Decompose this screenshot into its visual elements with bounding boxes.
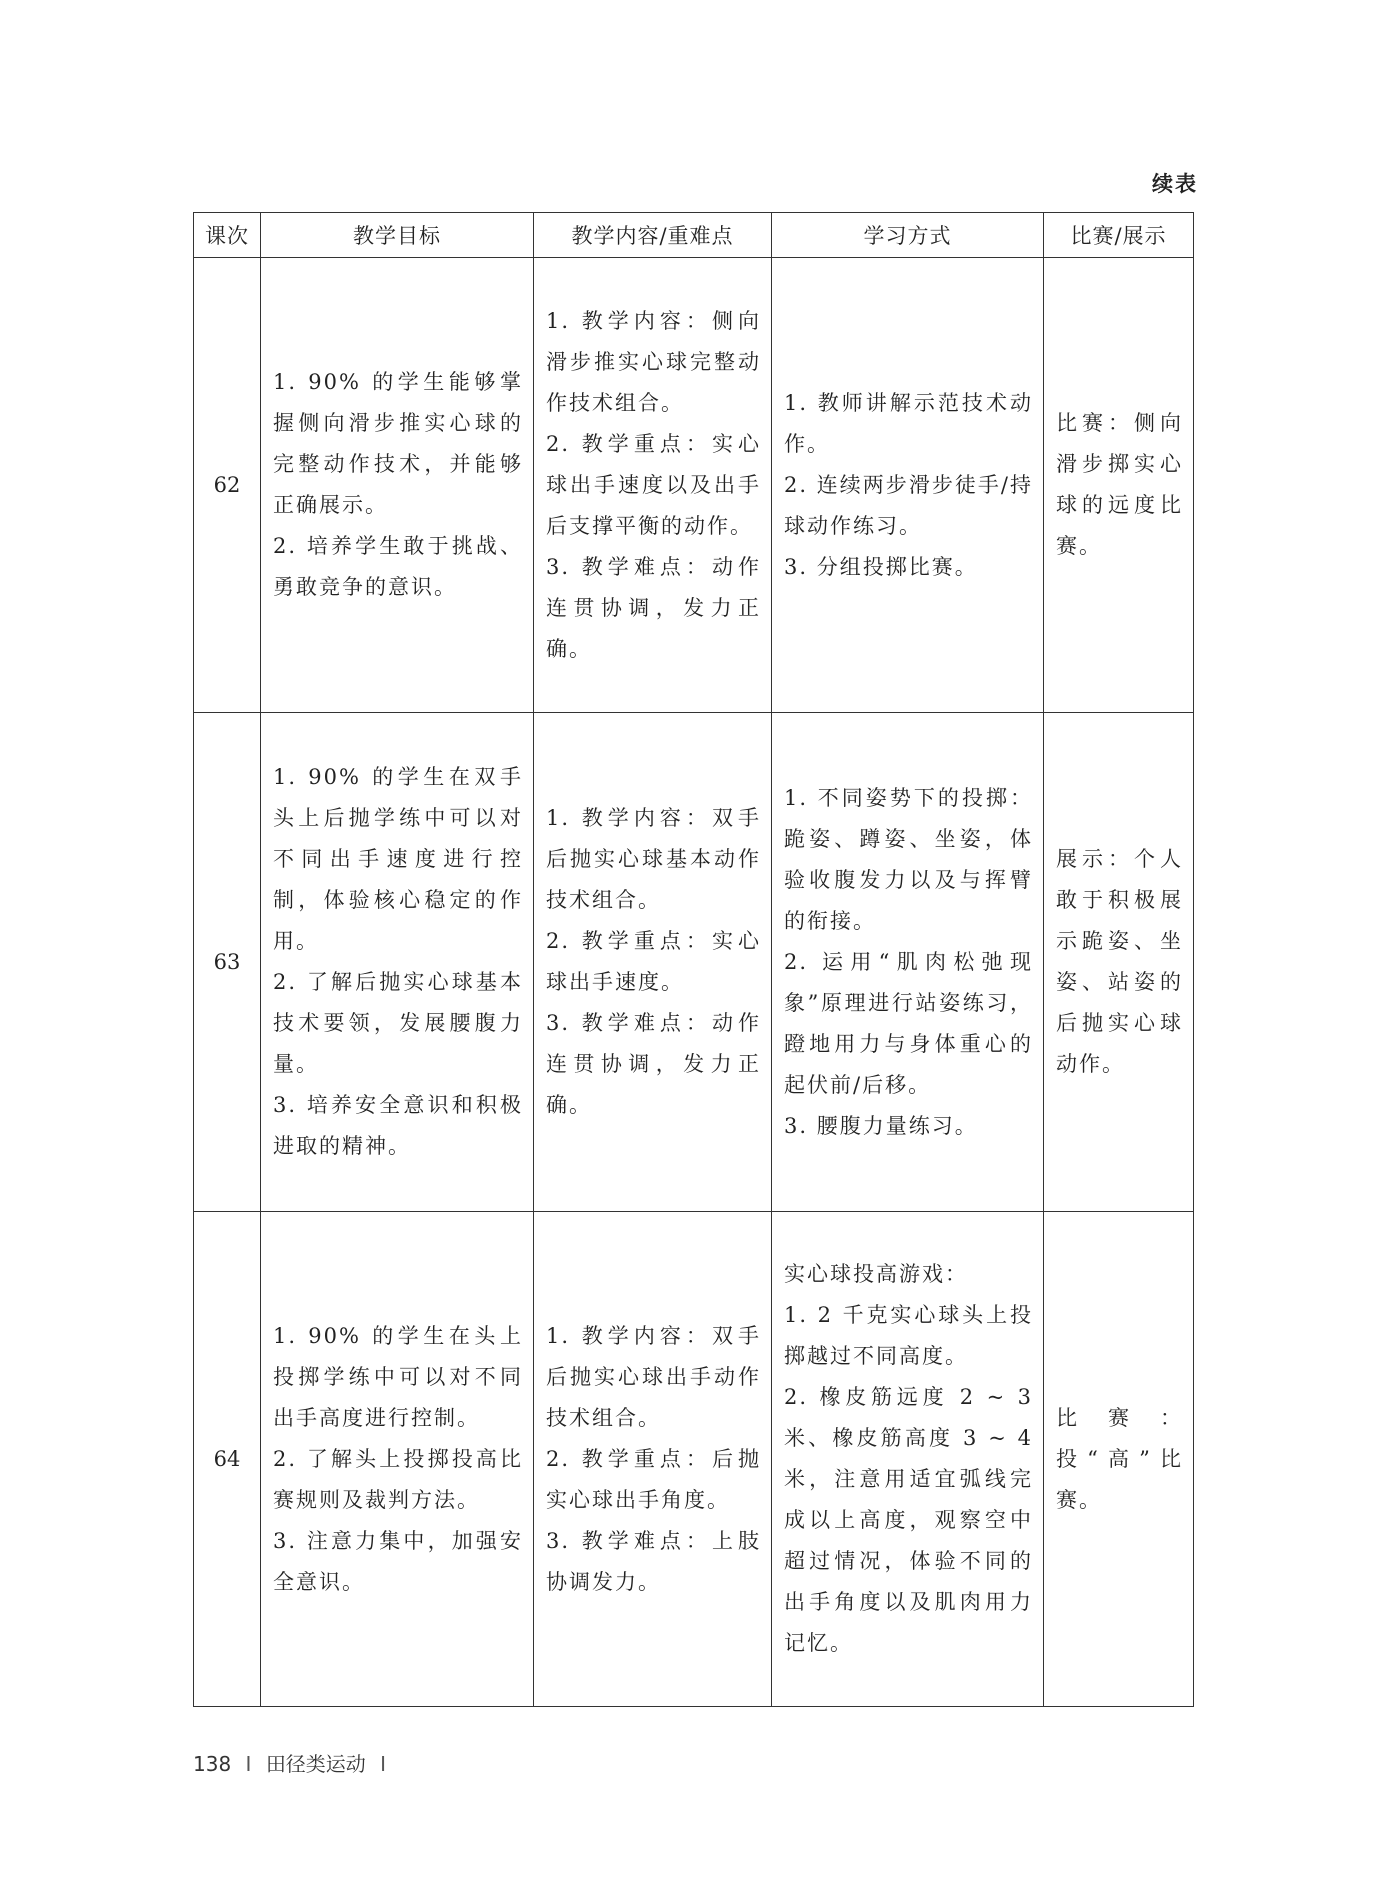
method-item: 1. 教师讲解示范技术动作。 [784,390,1033,456]
table-row [194,713,1194,1212]
method-item: 2. 运用“肌肉松弛现象”原理进行站姿练习，蹬地用力与身体重心的起伏前/后移。 [784,949,1033,1097]
methods-cell [772,713,1044,1212]
goal-item: 3. 培养安全意识和积极进取的精神。 [273,1093,523,1158]
content-item: 3. 教学难点：动作连贯协调，发力正确。 [546,554,761,661]
methods-cell [772,258,1044,713]
goal-item: 3. 注意力集中，加强安全意识。 [273,1528,523,1594]
activity-item: 比赛：投“高”比赛。 [1056,1405,1183,1512]
method-item: 2. 橡皮筋远度 2 ~ 3 米、橡皮筋高度 3 ~ 4 米，注意用适宜弧线完成以上高度，观察空中超过情况，体验不同的出手角度以及肌肉用力记忆。 [784,1385,1033,1655]
content-item: 1. 教学内容：双手后抛实心球出手动作技术组合。 [546,1323,761,1430]
method-item: 1. 不同姿势下的投掷：跪姿、蹲姿、坐姿，体验收腹发力以及与挥臂的衔接。 [784,785,1033,933]
goal-item: 1. 90% 的学生在双手头上后抛学练中可以对不同出手速度进行控制，体验核心稳定的作用。 [273,765,523,953]
goals-cell [261,258,534,713]
content-item: 1. 教学内容：双手后抛实心球基本动作技术组合。 [546,806,761,912]
goal-item: 1. 90% 的学生能够掌握侧向滑步推实心球的完整动作技术，并能够正确展示。 [273,370,523,517]
page-footer [193,1748,394,1777]
method-item: 1. 2 千克实心球头上投掷越过不同高度。 [784,1303,1033,1368]
method-item: 2. 连续两步滑步徒手/持球动作练习。 [784,472,1033,538]
footer-separator: I [245,1752,252,1776]
lesson-number: 63 [194,713,261,1212]
goals-cell [261,1212,534,1707]
content-cell [534,1212,772,1707]
lesson-number: 64 [194,1212,261,1707]
activity-item: 展示：个人敢于积极展示跪姿、坐姿、站姿的后抛实心球动作。 [1056,847,1183,1076]
footer-separator: I [380,1752,387,1776]
goals-cell [261,713,534,1212]
content-item: 2. 教学重点：实心球出手速度以及出手后支撑平衡的动作。 [546,431,761,538]
content-cell [534,258,772,713]
table-row [194,1212,1194,1707]
header-lesson: 课次 [194,213,261,258]
table-header-row [194,213,1194,258]
header-activity: 比赛/展示 [1044,213,1194,258]
content-item: 3. 教学难点：动作连贯协调，发力正确。 [546,1011,761,1117]
activity-cell [1044,258,1194,713]
activity-item: 比赛：侧向滑步掷实心球的远度比赛。 [1056,411,1183,558]
content-item: 2. 教学重点：后抛实心球出手角度。 [546,1446,761,1512]
section-title: 田径类运动 [265,1752,366,1776]
content-item: 1. 教学内容：侧向滑步推实心球完整动作技术组合。 [546,308,761,415]
goal-item: 2. 培养学生敢于挑战、勇敢竞争的意识。 [273,534,523,599]
goal-item: 1. 90% 的学生在头上投掷学练中可以对不同出手高度进行控制。 [273,1323,523,1430]
content-item: 3. 教学难点：上肢协调发力。 [546,1528,761,1594]
method-item: 3. 分组投掷比赛。 [784,554,978,579]
page-number: 138 [193,1752,232,1776]
header-content: 教学内容/重难点 [534,213,772,258]
header-goals: 教学目标 [261,213,534,258]
lesson-number: 62 [194,258,261,713]
content-cell [534,713,772,1212]
activity-cell [1044,713,1194,1212]
header-methods: 学习方式 [772,213,1044,258]
activity-cell [1044,1212,1194,1707]
methods-cell [772,1212,1044,1707]
table-row [194,258,1194,713]
goal-item: 2. 了解头上投掷投高比赛规则及裁判方法。 [273,1446,523,1512]
goal-item: 2. 了解后抛实心球基本技术要领，发展腰腹力量。 [273,970,523,1076]
method-item: 3. 腰腹力量练习。 [784,1113,978,1138]
method-item: 实心球投高游戏： [784,1262,968,1286]
continued-table-label: 续表 [1152,172,1198,196]
lesson-plan-table [193,212,1194,1707]
content-item: 2. 教学重点：实心球出手速度。 [546,929,761,994]
